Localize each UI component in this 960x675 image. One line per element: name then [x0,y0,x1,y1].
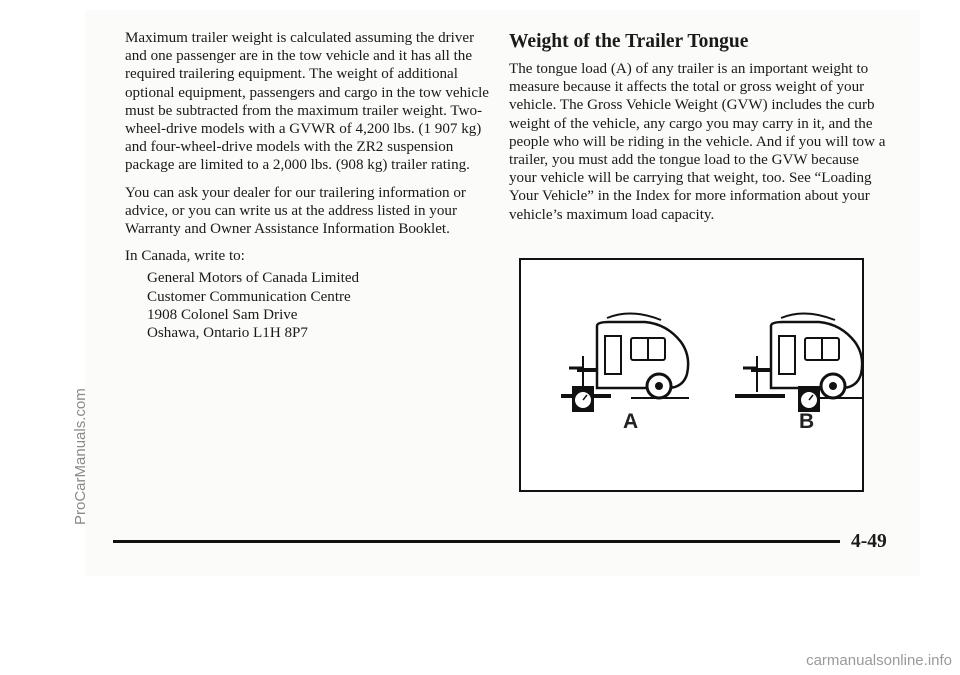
canada-address [147,269,493,342]
left-column [125,29,493,342]
address-line: Customer Communication Centre [147,288,351,305]
address-line: General Motors of Canada Limited [147,270,360,287]
trailer-b-icon [735,313,862,412]
canada-intro-paragraph: In Canada, write to: [125,248,245,265]
max-trailer-weight-paragraph: Maximum trailer weight is calculated assuming the driver and one passenger are in the tow vehicle and it has all the required trailering equipment. The weight of additional optional equipment, passengers and cargo in the tow vehicle must be subtracted from the maximum trailer weight. Two-wheel-drive models with a GVWR of 4,200 lbs. (1 907 kg) and four-wheel-drive models with the ZR2 suspension package are limited to a 2,000 lbs. (908 kg) trailer rating. [125,30,489,174]
trailer-tongue-figure [519,258,864,492]
footer-rule [113,540,840,543]
tongue-load-paragraph: The tongue load (A) of any trailer is an important weight to measure because it affects the total or gross weight of your vehicle. The Gross Vehicle Weight (GVW) includes the curb weight of the vehicle, any cargo you may carry in it, and the people who will be riding in the vehicle. And if you will tow a trailer, you must add the tongue load to the GVW because your vehicle will be carrying that weight, too. See “Loading Your Vehicle” in the Index for more information about your vehicle’s maximum load capacity. [509,61,886,223]
right-column [509,29,889,233]
dealer-advice-paragraph: You can ask your dealer for our trailering information or advice, or you can write us at the address listed in your Warranty and Owner Assistance Information Booklet. [125,184,466,238]
section-heading: Weight of the Trailer Tongue [509,31,749,52]
address-line: Oshawa, Ontario L1H 8P7 [147,325,308,342]
page-number: 4-49 [851,531,887,552]
figure-label-b: B [799,410,815,433]
trailer-illustration [521,260,862,490]
side-watermark: ProCarManuals.com [72,388,89,525]
figure-label-a: A [623,410,639,433]
address-line: 1908 Colonel Sam Drive [147,306,298,323]
trailer-a-icon [561,313,689,412]
bottom-watermark: carmanualsonline.info [806,652,952,669]
